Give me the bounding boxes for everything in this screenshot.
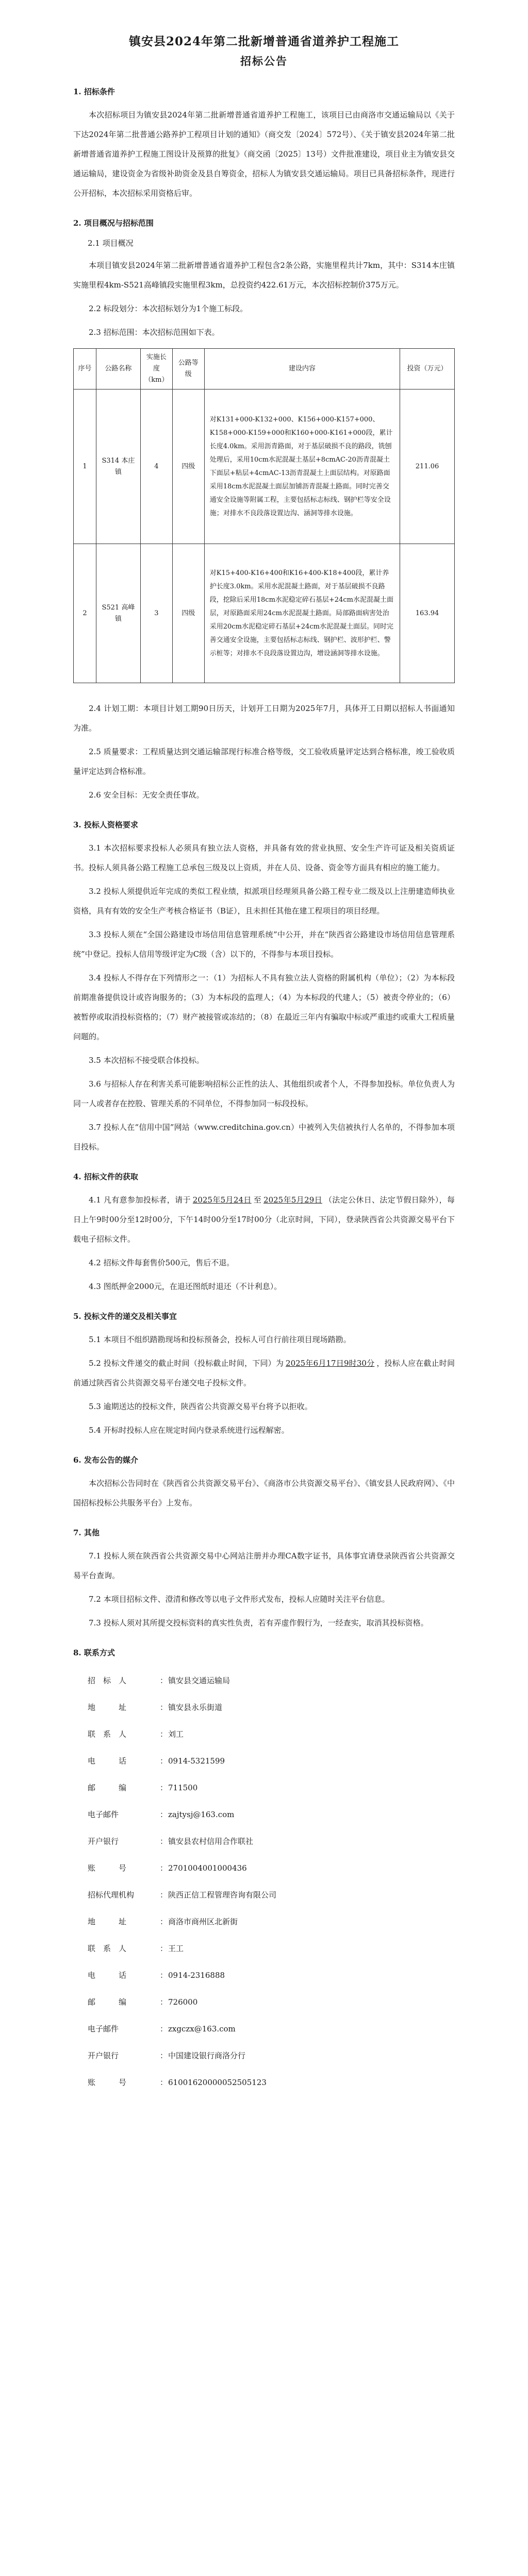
text-run: 至	[253, 1195, 262, 1205]
contact-row: 招标代理机构 ： 陕西正信工程管理咨询有限公司	[73, 1882, 455, 1908]
contact-label: 联 系 人	[88, 1730, 127, 1739]
contact-value: 商洛市商州区北新街	[168, 1917, 238, 1926]
contact-label: 地 址	[88, 1917, 127, 1926]
text-run: 5.2 投标文件递交的截止时间（投标截止时间，下同）为	[89, 1359, 284, 1368]
contact-value: 0914-2316888	[168, 1971, 225, 1980]
section-2-4-para: 2.4 计划工期：本项目计划工期90日历天，计划开工日期为2025年7月，具体开工日期以招标人书面通知为准。	[73, 704, 455, 733]
contact-value: 711500	[168, 1783, 198, 1792]
contact-row: 邮 编 ： 711500	[73, 1774, 455, 1801]
contact-label: 电 话	[88, 1756, 127, 1766]
section-2-5-para: 2.5 质量要求：工程质量达到交通运输部现行标准合格等级，交工验收质量评定达到合格标准，竣工验收质量评定达到合格标准。	[73, 747, 455, 776]
section-3-7-para: 3.7 投标人在“信用中国”网站（www.creditchina.gov.cn）中被列入失信被执行人名单的，不得参加本项目投标。	[73, 1123, 455, 1151]
section-5-1-para: 5.1 本项目不组织踏勘现场和投标预备会，投标人可自行前往项目现场踏勘。	[89, 1335, 351, 1344]
section-1-para: 本次招标项目为镇安县2024年第二批新增普通省道养护工程施工，该项目已由商洛市交通运输局以《关于下达2024年第二批普通公路养护工程项目计划的通知》（商交发〔2024〕572号）、《关于镇安县2024年第二批新增普通省道养护工程施工图设计及预算的批复》（商交函〔2025〕13号）文件批准建设，项目业主为镇安县交通运输局，建设资金为省级补助资金及县自筹资金，招标人为镇安县交通运输局。项目已具备招标条件，现进行公开招标，本次招标采用资格后审。	[73, 110, 455, 198]
contact-value: 2701004001000436	[168, 1863, 247, 1873]
col-header: 序号	[74, 349, 96, 389]
section-5-3-para: 5.3 逾期送达的投标文件，陕西省公共资源交易平台将予以拒收。	[89, 1402, 312, 1411]
section-2-2-para: 2.2 标段划分：本次招标划分为1个施工标段。	[89, 304, 248, 313]
cell-name: S314 本庄镇	[96, 389, 140, 544]
section-1-heading: 1. 招标条件	[73, 87, 115, 96]
contact-label: 账 号	[88, 2078, 127, 2087]
contact-value: 0914-5321599	[168, 1756, 225, 1766]
cell-invest: 163.94	[400, 544, 455, 683]
contact-value: 中国建设银行商洛分行	[168, 2051, 246, 2060]
section-2-heading: 2. 项目概况与招标范围	[73, 218, 154, 228]
section-5-heading: 5. 投标文件的递交及相关事宜	[73, 1312, 177, 1321]
contact-value: 726000	[168, 1997, 198, 2007]
contact-row: 电子邮件 ： zxgczx@163.com	[73, 2015, 455, 2042]
contact-row: 电子邮件 ： zajtysj@163.com	[73, 1801, 455, 1828]
contact-value: 镇安县永乐街道	[168, 1703, 223, 1712]
section-4-2-para: 4.2 招标文件每套售价500元，售后不退。	[89, 1258, 235, 1267]
contact-label: 邮 编	[88, 1997, 127, 2007]
table-header-row	[74, 349, 455, 389]
section-2-6-para: 2.6 安全目标：无安全责任事故。	[89, 790, 204, 800]
cell-grade: 四级	[172, 389, 204, 544]
doc-subtitle: 招标公告	[240, 55, 288, 67]
cell-no: 1	[74, 389, 96, 544]
contact-list	[73, 1667, 455, 2096]
contact-label: 地 址	[88, 1703, 127, 1712]
contact-value: 61001620000052505123	[168, 2078, 267, 2087]
cell-content: 对K15+400-K16+400和K16+400-K18+400段，累计养护长度3.0km。采用水泥混凝土路面，对于基层破损不良路段，挖除后采用18cm水泥稳定碎石基层+24cm水泥混凝土面层，对原路面采用24cm水泥混凝土路面。局部路面病害处治采用20cm水泥稳定碎石基层+24cm水泥混凝土面层。同时完善交通安全设施，主要包括标志标线、钢护栏、波形护栏、警示桩等；对排水不良段落设置边沟，增设涵洞等排水设施。	[204, 544, 400, 683]
section-3-6-para: 3.6 与招标人存在利害关系可能影响招标公正性的法人、其他组织或者个人，不得参加投标。单位负责人为同一人或者存在控股、管理关系的不同单位，不得参加同一标段投标。	[73, 1079, 455, 1108]
deadline-date: 2025年6月17日9时30分	[286, 1359, 375, 1368]
section-4-heading: 4. 招标文件的获取	[73, 1172, 138, 1181]
contact-label: 联 系 人	[88, 1944, 127, 1953]
contact-row: 电 话 ： 0914-2316888	[73, 1962, 455, 1989]
contact-label: 电 话	[88, 1971, 127, 1980]
section-2-1-heading: 2.1 项目概况	[88, 239, 134, 248]
contact-row: 账 号 ： 2701004001000436	[73, 1855, 455, 1882]
contact-label: 账 号	[88, 1863, 127, 1873]
contact-label: 开户银行	[88, 2051, 119, 2060]
section-3-heading: 3. 投标人资格要求	[73, 820, 138, 829]
contact-value[interactable]: zxgczx@163.com	[168, 2024, 236, 2033]
col-header: 投资（万元）	[400, 349, 455, 389]
cell-invest: 211.06	[400, 389, 455, 544]
contact-value: 陕西正信工程管理咨询有限公司	[168, 1890, 277, 1900]
contact-label: 电子邮件	[88, 1810, 119, 1819]
contact-value: 王工	[168, 1944, 184, 1953]
contact-label: 开户银行	[88, 1837, 119, 1846]
col-header: 建设内容	[204, 349, 400, 389]
contact-row: 电 话 ： 0914-5321599	[73, 1748, 455, 1774]
section-7-2-para: 7.2 本项目招标文件、澄清和修改等以电子文件形式发布，投标人应随时关注平台信息。	[89, 1595, 390, 1604]
section-8-heading: 8. 联系方式	[73, 1648, 115, 1657]
text-run: ，投标人应在截止时间前通过陕西省公共资源交易平台递交电子投标文件。	[73, 1359, 455, 1387]
contact-label: 招标代理机构	[88, 1890, 135, 1900]
cell-grade: 四级	[172, 544, 204, 683]
contact-label: 招 标 人	[88, 1676, 127, 1685]
contact-value: 刘工	[168, 1730, 184, 1739]
cell-no: 2	[74, 544, 96, 683]
section-6-para: 本次招标公告同时在《陕西省公共资源交易平台》、《商洛市公共资源交易平台》、《镇安县人民政府网》、《中国招标投标公共服务平台》上发布。	[73, 1479, 455, 1507]
text-run: （法定公休日、法定节假日除外），每日上午9时00分至12时00分，下午14时00分至17时00分（北京时间，下同），登录陕西省公共资源交易平台下载电子招标文件。	[73, 1195, 455, 1244]
contact-row: 地 址 ： 商洛市商州区北新街	[73, 1908, 455, 1935]
cell-length: 4	[140, 389, 172, 544]
text-run: 4.1 凡有意参加投标者，请于	[89, 1195, 191, 1205]
section-3-2-para: 3.2 投标人须提供近年完成的类似工程业绩，拟派项目经理须具备公路工程专业二级及以上注册建造师执业资格，具有有效的安全生产考核合格证书（B证），且未担任其他在建工程项目的项目经理。	[73, 887, 455, 916]
section-3-3-para: 3.3 投标人须在“全国公路建设市场信用信息管理系统”中公开，并在“陕西省公路建设市场信用信息管理系统”中登记。投标人信用等级评定为C级（含）以下的，不得参与本项目投标。	[73, 930, 455, 959]
section-4-1-para	[73, 1190, 455, 1249]
table-row	[74, 544, 455, 683]
section-6-heading: 6. 发布公告的媒介	[73, 1455, 138, 1465]
section-2-1-para: 本项目镇安县2024年第二批新增普通省道养护工程包含2条公路，实施里程共计7km，其中：S314本庄镇实施里程4km-S521高峰镇段实施里程3km，总投资约422.61万元，本次招标控制价375万元。	[73, 261, 455, 290]
contact-row: 开户银行 ： 镇安县农村信用合作联社	[73, 1828, 455, 1855]
section-7-1-para: 7.1 投标人须在陕西省公共资源交易中心网站注册并办理CA数字证书，具体事宜请登录陕西省公共资源交易平台查询。	[73, 1551, 455, 1580]
section-7-3-para: 7.3 投标人须对其所提交投标资料的真实性负责，若有弄虚作假行为，一经查实，取消其投标资格。	[89, 1618, 428, 1628]
contact-row: 地 址 ： 镇安县永乐街道	[73, 1694, 455, 1721]
contact-value[interactable]: zajtysj@163.com	[168, 1810, 235, 1819]
contact-row: 开户银行 ： 中国建设银行商洛分行	[73, 2042, 455, 2069]
lots-table	[73, 348, 455, 683]
section-4-3-para: 4.3 图纸押金2000元，在退还图纸时退还（不计利息）。	[89, 1282, 282, 1291]
table-row	[74, 389, 455, 544]
contact-row: 账 号 ： 61001620000052505123	[73, 2069, 455, 2096]
contact-value: 镇安县农村信用合作联社	[168, 1837, 254, 1846]
contact-row: 联 系 人 ： 刘工	[73, 1721, 455, 1748]
section-3-1-para: 3.1 本次招标要求投标人必须具有独立法人资格，并具备有效的营业执照、安全生产许可证及相关资质证书。投标人须具备公路工程施工总承包三级及以上资质，并在人员、设备、资金等方面具有相应的施工能力。	[73, 843, 455, 872]
contact-value: 镇安县交通运输局	[168, 1676, 230, 1685]
cell-length: 3	[140, 544, 172, 683]
col-header: 实施长度（km）	[140, 349, 172, 389]
col-header: 公路等级	[172, 349, 204, 389]
date-start: 2025年5月24日	[192, 1195, 252, 1205]
contact-label: 电子邮件	[88, 2024, 119, 2033]
col-header: 公路名称	[96, 349, 140, 389]
section-7-heading: 7. 其他	[73, 1528, 100, 1537]
section-3-5-para: 3.5 本次招标不接受联合体投标。	[89, 1056, 204, 1065]
contact-row: 联 系 人 ： 王工	[73, 1935, 455, 1962]
cell-content: 对K131+000-K132+000、K156+000-K157+000、K158+000-K159+000和K160+000-K161+000段，累计长度4.0km。采用沥青路面，对于基层破损不良的路段，铣刨处理后，采用10cm水泥混凝土基层+8cmAC-20沥青混凝土下面层+粘层+4cmAC-13沥青混凝土上面层结构。对原路面采用18cm水泥混凝土面层加铺沥青混凝土路面。同时完善交通安全设施等附属工程，主要包括标志标线、钢护栏等安全设施；对排水不良段落设置边沟、涵洞等排水设施。	[204, 389, 400, 544]
contact-label: 邮 编	[88, 1783, 127, 1792]
section-3-4-para: 3.4 投标人不得存在下列情形之一：（1）为招标人不具有独立法人资格的附属机构（单位）；（2）为本标段前期准备提供设计或咨询服务的；（3）为本标段的监理人；（4）为本标段的代建人；（5）被责令停业的；（6）被暂停或取消投标资格的；（7）财产被接管或冻结的；（8）在最近三年内有骗取中标或严重违约或重大工程质量问题的。	[73, 973, 455, 1041]
cell-name: S521 高峰镇	[96, 544, 140, 683]
contact-row: 邮 编 ： 726000	[73, 1989, 455, 2015]
contact-row: 招 标 人 ： 镇安县交通运输局	[73, 1667, 455, 1694]
section-5-4-para: 5.4 开标时投标人应在规定时间内登录系统进行远程解密。	[89, 1426, 289, 1435]
section-5-2-para	[73, 1353, 455, 1393]
date-end: 2025年5月29日	[263, 1195, 322, 1205]
table-caption: 2.3 招标范围：本次招标范围如下表。	[89, 328, 220, 337]
doc-title: 镇安县2024年第二批新增普通省道养护工程施工	[128, 35, 399, 48]
